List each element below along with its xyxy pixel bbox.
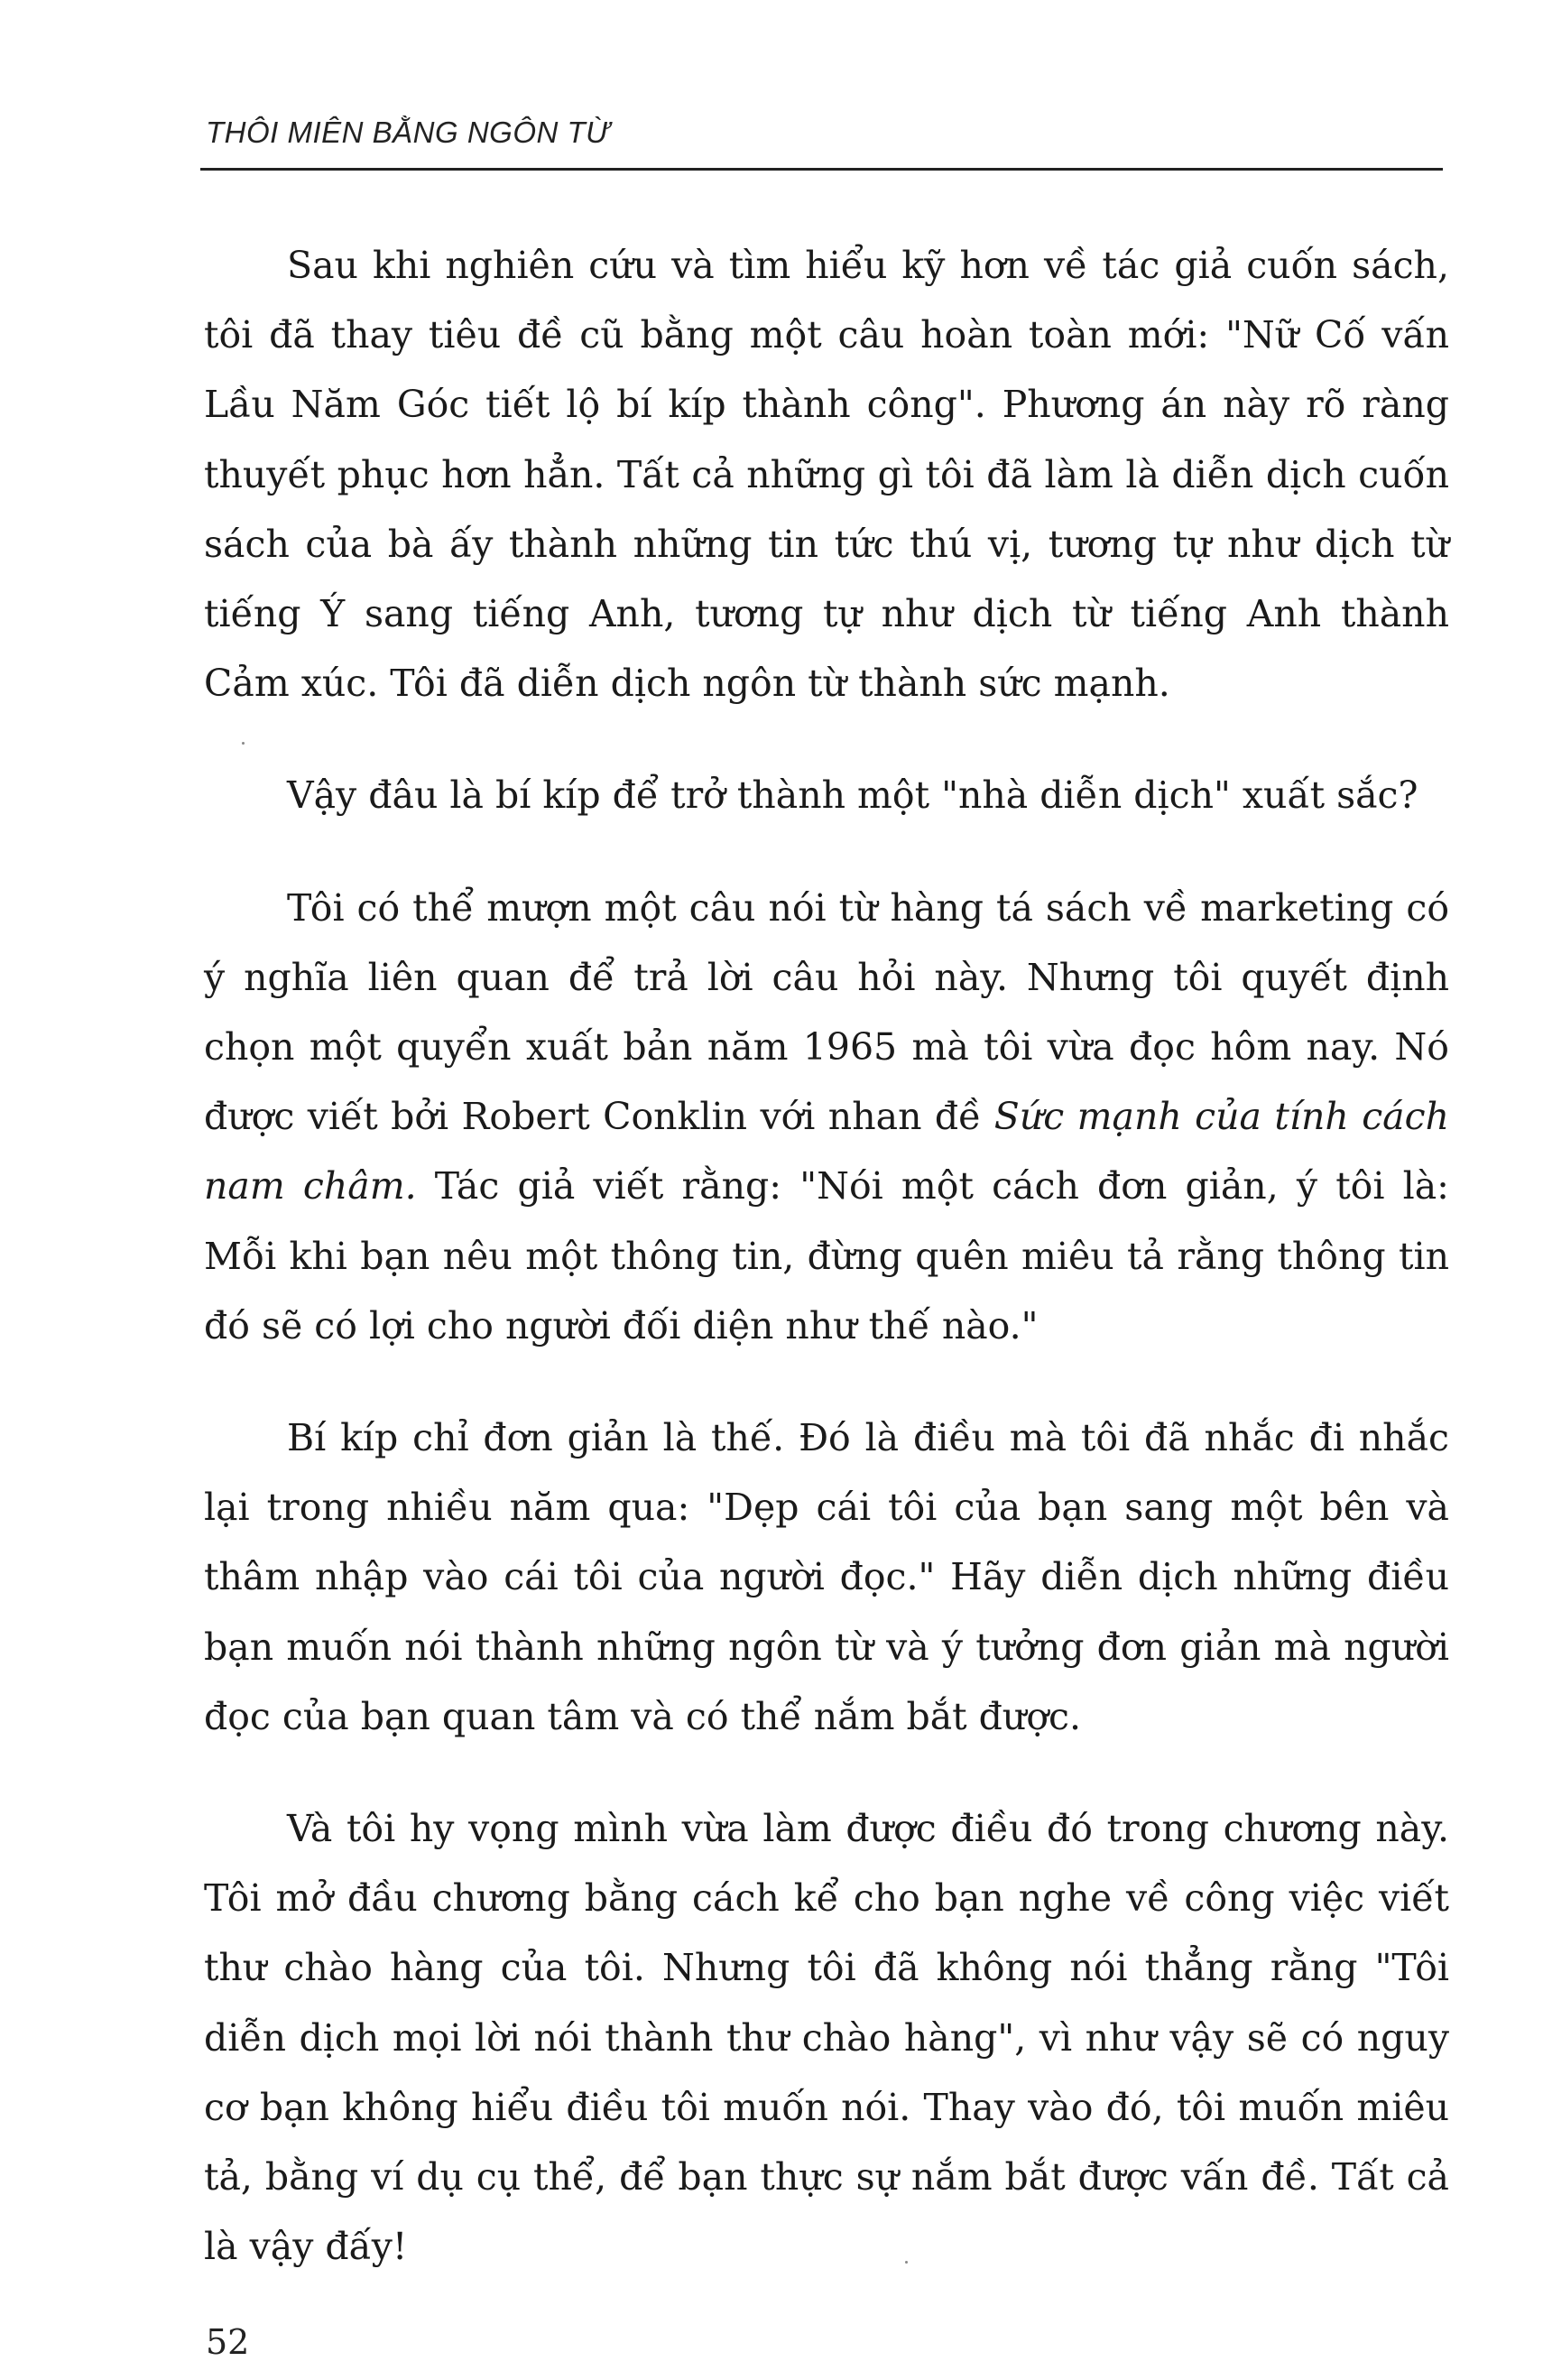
scan-speck	[905, 2261, 908, 2264]
paragraph-text: Và tôi hy vọng mình vừa làm được điều đó trong chương này. Tôi mở đầu chương bằng cách kể cho bạn nghe về công việc viết thư chào hàng của tôi. Nhưng tôi đã không nói thẳng rằng "Tôi diễn dịch mọi lời nói thành thư chào hàng", vì như vậy sẽ có nguy cơ bạn không hiểu điều tôi muốn nói. Thay vào đó, tôi muốn miêu tả, bằng ví dụ cụ thể, để bạn thực sự nắm bắt được vấn đề. Tất cả là vậy đấy!	[204, 1807, 1449, 2269]
body-text	[204, 231, 1449, 2282]
paragraph-1	[204, 231, 1449, 718]
paragraph-text: Tôi có thể mượn một câu nói từ hàng tá sách về marketing có ý nghĩa liên quan để trả lời câu hỏi này. Nhưng tôi quyết định chọn một quyển xuất bản năm 1965 mà tôi vừa đọc hôm nay. Nó được viết bởi Robert Conklin với nhan đề	[204, 885, 1449, 1139]
paragraph-2	[204, 761, 1449, 830]
paragraph-4	[204, 1403, 1449, 1752]
paragraph-text: Vậy đâu là bí kíp để trở thành một "nhà diễn dịch" xuất sắc?	[287, 773, 1418, 818]
paragraph-5	[204, 1794, 1449, 2282]
book-title-italic: Sức mạnh của tính cách nam châm.	[204, 1095, 1449, 1209]
paragraph-text: Sau khi nghiên cứu và tìm hiểu kỹ hơn về tác giả cuốn sách, tôi đã thay tiêu đề cũ bằng một câu hoàn toàn mới: "Nữ Cố vấn Lầu Năm Góc tiết lộ bí kíp thành công". Phương án này rõ ràng thuyết phục hơn hẳn. Tất cả những gì tôi đã làm là diễn dịch cuốn sách của bà ấy thành những tin tức thú vị, tương tự như dịch từ tiếng Ý sang tiếng Anh, tương tự như dịch từ tiếng Anh thành Cảm xúc. Tôi đã diễn dịch ngôn từ thành sức mạnh.	[204, 244, 1449, 706]
page-number: 52	[206, 2322, 250, 2362]
scan-speck	[242, 742, 245, 745]
header-divider	[200, 168, 1443, 171]
paragraph-3	[204, 874, 1449, 1361]
paragraph-text: Tác giả viết rằng: "Nói một cách đơn giản, ý tôi là: Mỗi khi bạn nêu một thông tin, đừng quên miêu tả rằng thông tin đó sẽ có lợi cho người đối diện như thế nào."	[204, 1164, 1449, 1347]
paragraph-text: Bí kíp chỉ đơn giản là thế. Đó là điều mà tôi đã nhắc đi nhắc lại trong nhiều năm qua: "Dẹp cái tôi của bạn sang một bên và thâm nhập vào cái tôi của người đọc." Hãy diễn dịch những điều bạn muốn nói thành những ngôn từ và ý tưởng đơn giản mà người đọc của bạn quan tâm và có thể nắm bắt được.	[204, 1416, 1449, 1738]
running-header: THÔI MIÊN BẰNG NGÔN TỪ	[206, 116, 610, 149]
